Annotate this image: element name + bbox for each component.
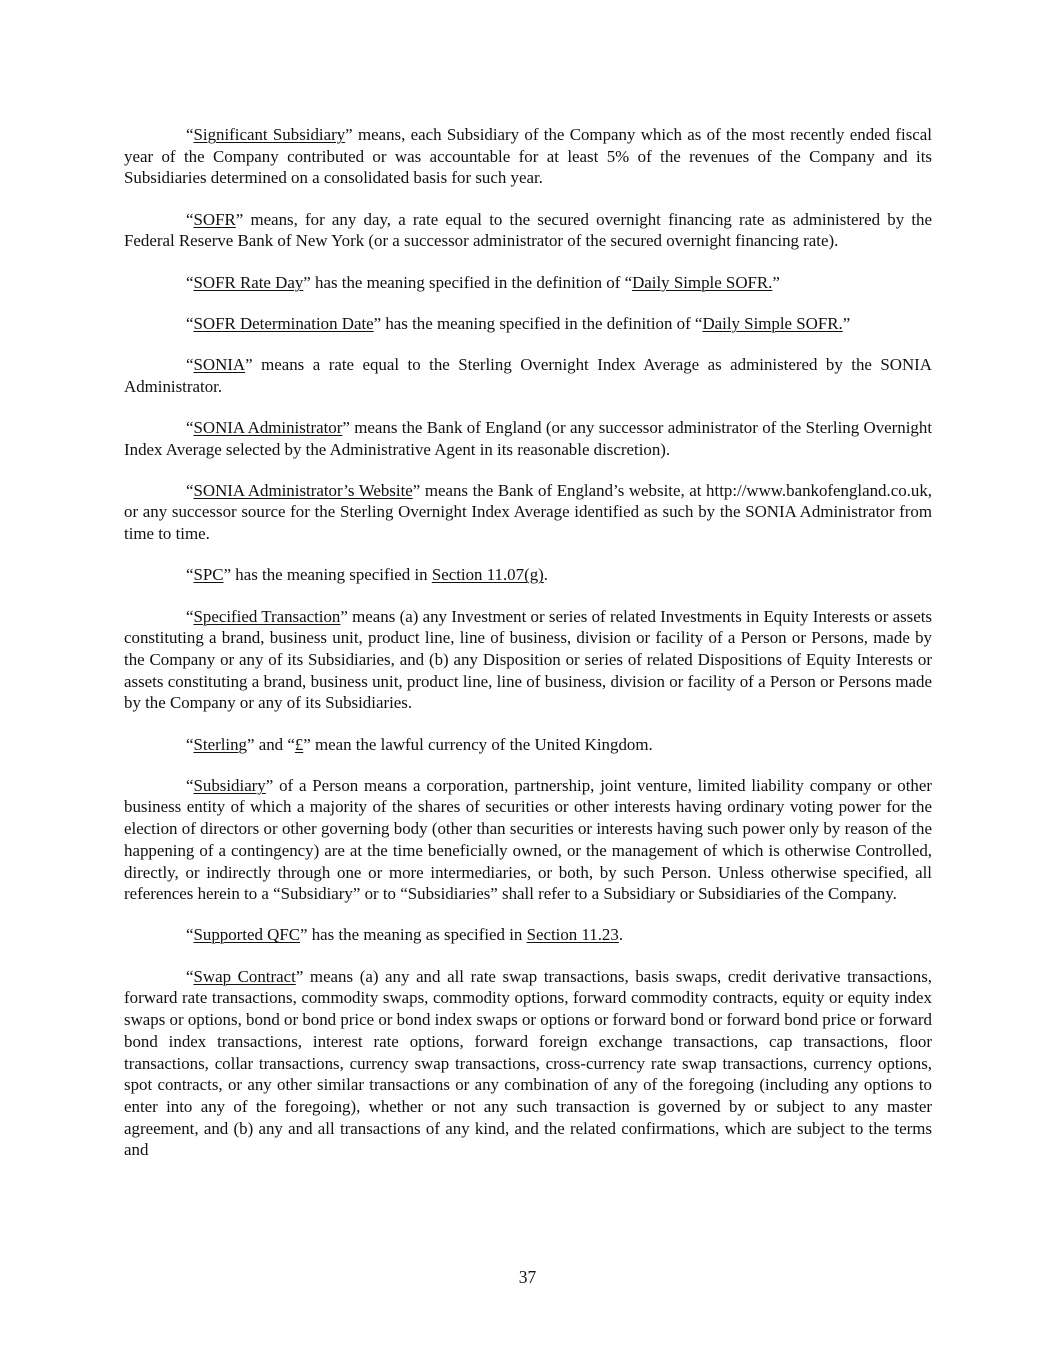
document-body — [124, 124, 932, 1181]
definition-text: “ — [186, 775, 194, 795]
definition-paragraph — [124, 564, 932, 586]
defined-term: Specified Transaction — [193, 606, 341, 626]
cross-reference: Section 11.23 — [526, 925, 619, 945]
defined-term: SONIA Administrator — [193, 417, 343, 437]
definition-paragraph — [124, 606, 932, 715]
definition-text: ” has the meaning specified in the definition of “ — [303, 272, 633, 292]
definition-text: “ — [186, 209, 194, 229]
defined-term: Supported QFC — [193, 925, 301, 945]
definition-paragraph — [124, 209, 932, 252]
definition-paragraph — [124, 734, 932, 756]
defined-term: SONIA — [193, 354, 246, 374]
definition-paragraph — [124, 354, 932, 397]
definition-paragraph — [124, 417, 932, 460]
definition-text: “ — [186, 925, 194, 945]
defined-term: SOFR Determination Date — [193, 313, 374, 333]
definition-text: ” of a Person means a corporation, partnership, joint venture, limited liability company or other business entity of which a majority of the shares of securities or other interests having ordinary voting power for the election of directors or other governing body (other than securities or interests having such power only by reason of the happening of a contingency) are at the time beneficially owned, or the management of which is otherwise Controlled, directly, or indirectly through one or more intermediaries, or both, by such Person. Unless otherwise specified, all references herein to a “Subsidiary” or to “Subsidiaries” shall refer to a Subsidiary or Subsidiaries of the Company. — [124, 775, 932, 904]
defined-term: SPC — [193, 565, 224, 585]
definition-paragraph — [124, 124, 932, 189]
defined-term: Swap Contract — [193, 966, 296, 986]
definition-text: ” means the Bank of England’s website, at http://www.bankofengland.co.uk, or any successor source for the Sterling Overnight Index Average identified as such by the SONIA Administrator from time to time. — [124, 480, 932, 544]
definition-text: ” — [772, 272, 780, 292]
cross-reference: Daily Simple SOFR. — [702, 313, 843, 333]
cross-reference: £ — [294, 734, 304, 754]
definition-paragraph — [124, 313, 932, 335]
cross-reference: Section 11.07(g) — [431, 565, 544, 585]
defined-term: SONIA Administrator’s Website — [193, 480, 413, 500]
defined-term: Significant Subsidiary — [193, 125, 346, 144]
definition-text: “ — [186, 354, 194, 374]
defined-term: SOFR Rate Day — [193, 272, 304, 292]
definition-text: “ — [186, 272, 194, 292]
definition-text: ” means (a) any and all rate swap transactions, basis swaps, credit derivative transactions, forward rate transactions, commodity swaps, commodity options, forward commodity contracts, equity or equity index swaps or options, bond or bond price or bond index swaps or options or forward bond or forward bond price or forward bond index transactions, interest rate options, forward foreign exchange transactions, cap transactions, floor transactions, collar transactions, currency swap transactions, cross-currency rate swap transactions, currency options, spot contracts, or any other similar transactions or any combination of any of the foregoing (including any options to enter into any of the foregoing), whether or not any such transaction is governed by or subject to any master agreement, and (b) any and all transactions of any kind, and the related confirmations, which are subject to the terms and — [124, 966, 932, 1160]
definition-text: ” has the meaning specified in the definition of “ — [373, 313, 703, 333]
page-number: 37 — [518, 1267, 537, 1287]
definition-text: ” means, for any day, a rate equal to the secured overnight financing rate as administered by the Federal Reserve Bank of New York (or a successor administrator of the secured overnight financing rate). — [124, 209, 932, 251]
definition-text: ” — [842, 313, 851, 333]
definition-paragraph — [124, 924, 932, 946]
definition-paragraph — [124, 966, 932, 1161]
definition-paragraph — [124, 480, 932, 545]
definition-paragraph — [124, 775, 932, 905]
definition-text: ” means a rate equal to the Sterling Overnight Index Average as administered by the SONIA Administrator. — [124, 354, 932, 396]
definition-text: ” and “ — [246, 734, 295, 754]
definition-text: ” has the meaning specified in — [223, 565, 432, 585]
definition-text: “ — [186, 480, 194, 500]
cross-reference: Daily Simple SOFR. — [632, 272, 773, 292]
definition-text: “ — [186, 313, 194, 333]
defined-term: Sterling — [193, 734, 247, 754]
definition-text: ” mean the lawful currency of the United Kingdom. — [303, 734, 653, 754]
definition-text: “ — [186, 606, 194, 626]
definition-paragraph — [124, 272, 932, 294]
definition-text: “ — [186, 125, 194, 144]
defined-term: SOFR — [193, 209, 236, 229]
definition-text: “ — [186, 734, 194, 754]
definition-text: “ — [186, 565, 194, 585]
definition-text: ” means (a) any Investment or series of related Investments in Equity Interests or assets constituting a brand, business unit, product line, line of business, division or facility of a Person or Persons, made by the Company or any of its Subsidiaries, and (b) any Disposition or series of related Dispositions of Equity Interests or assets constituting a brand, business unit, product line, line of business, division or facility of a Person or Persons made by the Company or any of its Subsidiaries. — [124, 606, 932, 713]
defined-term: Subsidiary — [193, 775, 266, 795]
definition-text: “ — [186, 417, 194, 437]
definition-text: . — [543, 565, 549, 585]
definition-text: . — [618, 925, 624, 945]
definition-text: ” has the meaning as specified in — [300, 925, 527, 945]
definition-text: “ — [186, 966, 194, 986]
definition-text: ” means, each Subsidiary of the Company which as of the most recently ended fiscal year of the Company contributed or was accountable for at least 5% of the revenues of the Company and its Subsidiaries determined on a consolidated basis for such year. — [124, 125, 932, 188]
definition-text: ” means the Bank of England (or any successor administrator of the Sterling Overnight Index Average selected by the Administrative Agent in its reasonable discretion). — [124, 417, 933, 459]
